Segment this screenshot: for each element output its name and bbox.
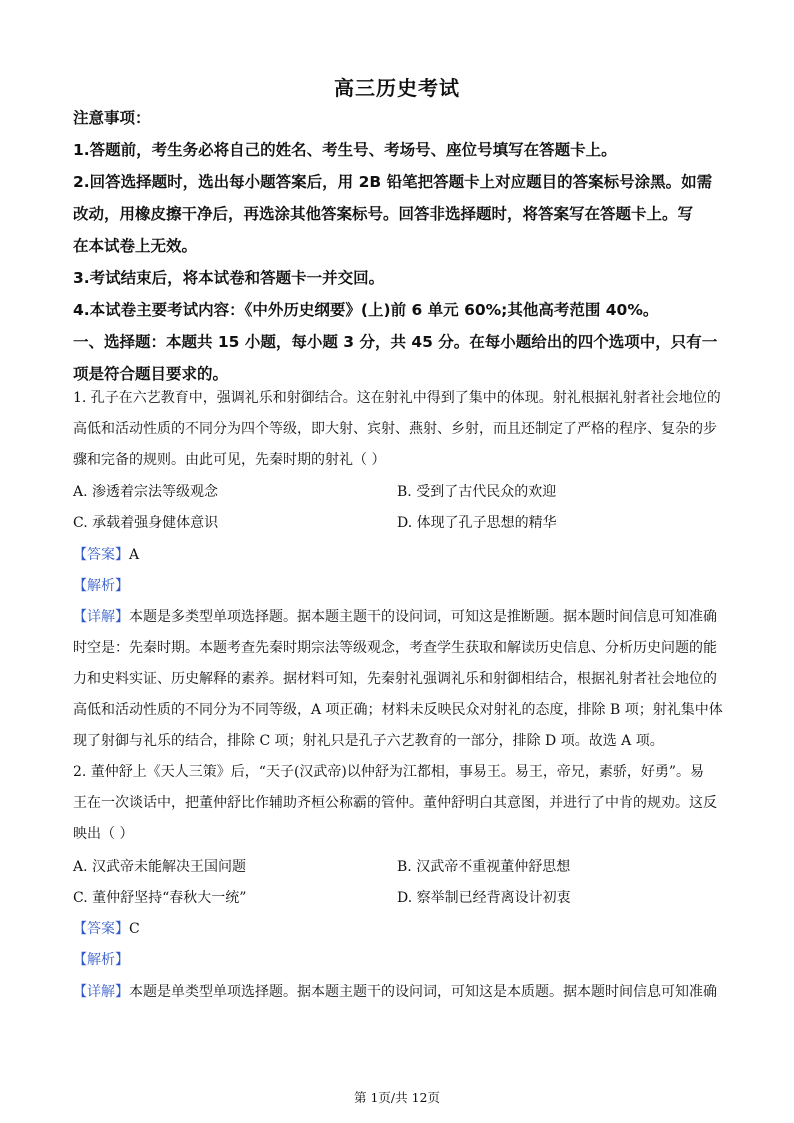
- q2-detail-line-1: [73, 977, 721, 1008]
- q2-option-b: B. 汉武帝不重视董仲舒思想: [397, 859, 571, 875]
- q1-stem-line-1: 1. 孔子在六艺教育中，强调礼乐和射御结合。这在射礼中得到了集中的体现。射礼根据礼射者社会地位的: [73, 390, 721, 406]
- q2-option-c: C. 董仲舒坚持“春秋大一统”: [73, 890, 247, 906]
- q2-option-a: A. 汉武帝未能解决王国问题: [73, 859, 247, 875]
- q2-stem-line-1: 2. 董仲舒上《天人三策》后，“天子(汉武帝)以仲舒为江都相，事易王。易王，帝兄，素骄，好勇”。易: [73, 764, 705, 780]
- q1-option-b: B. 受到了古代民众的欢迎: [397, 484, 557, 500]
- answer-value: A: [129, 547, 140, 563]
- q1-option-c: C. 承载着强身健体意识: [73, 515, 219, 531]
- q1-answer: [73, 540, 721, 571]
- q2-analysis-tag: [73, 945, 721, 976]
- q1-option-d: D. 体现了孔子思想的精华: [397, 515, 557, 531]
- analysis-tag: 【解析】: [73, 952, 129, 968]
- notice-heading: 注意事项：: [73, 109, 151, 127]
- q1-stem-line-3: 骤和完备的规则。由此可见，先秦时期的射礼（ ）: [73, 452, 386, 468]
- q1-stem-line-2: 高低和活动性质的不同分为四个等级，即大射、宾射、燕射、乡射，而且还制定了严格的程序、复杂的步: [73, 421, 717, 437]
- q1-detail-line-1: [73, 602, 721, 633]
- detail-tag: 【详解】: [73, 609, 129, 625]
- analysis-tag: 【解析】: [73, 578, 129, 594]
- section-heading-line-2: 项是符合题目要求的。: [73, 365, 229, 383]
- answer-value: C: [129, 921, 140, 937]
- notice-item-4: 4.本试卷主要考试内容：《中外历史纲要》(上)前 6 单元 60%;其他高考范围 40%。: [73, 301, 659, 319]
- detail-tag: 【详解】: [73, 984, 129, 1000]
- q1-detail-line-4: 高低和活动性质的不同分为不同等级，A 项正确；材料未反映民众对射礼的态度，排除 B 项；射礼集中体: [73, 702, 723, 718]
- q2-option-d: D. 察举制已经背离设计初衷: [397, 890, 571, 906]
- q2-stem-line-3: 映出（ ）: [73, 826, 134, 842]
- detail-text: 本题是多类型单项选择题。据本题主题干的设问词，可知这是推断题。据本题时间信息可知准确: [129, 609, 717, 625]
- q2-stem-line-2: 王在一次谈话中，把董仲舒比作辅助齐桓公称霸的管仲。董仲舒明白其意图，并进行了中肯的规劝。这反: [73, 795, 717, 811]
- q2-answer: [73, 914, 721, 945]
- q1-analysis-tag: [73, 571, 721, 602]
- q1-option-a: A. 渗透着宗法等级观念: [73, 484, 219, 500]
- notice-item-3: 3.考试结束后，将本试卷和答题卡一并交回。: [73, 269, 385, 287]
- answer-tag: 【答案】: [73, 921, 129, 937]
- section-heading-line-1: 一、选择题：本题共 15 小题，每小题 3 分，共 45 分。在每小题给出的四个选项中，只有一: [73, 333, 718, 351]
- page-title: 高三历史考试: [334, 76, 460, 100]
- notice-item-1: 1.答题前，考生务必将自己的姓名、考生号、考场号、座位号填写在答题卡上。: [73, 141, 617, 159]
- detail-text: 本题是单类型单项选择题。据本题主题干的设问词，可知这是本质题。据本题时间信息可知准确: [129, 984, 717, 1000]
- notice-item-2-line-3: 在本试卷上无效。: [73, 237, 198, 255]
- q1-detail-line-2: 时空是：先秦时期。本题考查先秦时期宗法等级观念，考查学生获取和解读历史信息、分析历史问题的能: [73, 640, 717, 656]
- answer-tag: 【答案】: [73, 547, 129, 563]
- notice-item-2-line-1: 2.回答选择题时，选出每小题答案后，用 2B 铅笔把答题卡上对应题目的答案标号涂黑。如需: [73, 173, 713, 191]
- notice-item-2-line-2: 改动，用橡皮擦干净后，再选涂其他答案标号。回答非选择题时，将答案写在答题卡上。写: [73, 205, 694, 223]
- q1-detail-line-5: 现了射御与礼乐的结合，排除 C 项；射礼只是孔子六艺教育的一部分，排除 D 项。故选 A 项。: [73, 733, 664, 749]
- page-footer: 第 1页/共 12页: [353, 1090, 441, 1105]
- q1-detail-line-3: 力和史料实证、历史解释的素养。据材料可知，先秦射礼强调礼乐和射御相结合，根据礼射者社会地位的: [73, 671, 717, 687]
